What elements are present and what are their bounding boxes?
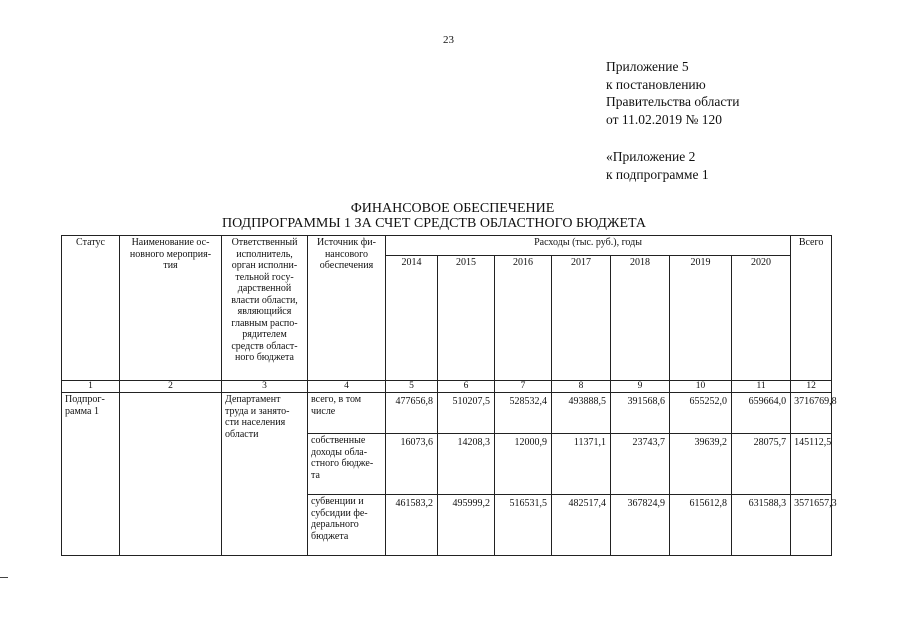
status-cell: Подпрог- рамма 1 [62,393,120,556]
annex2-block [606,148,709,183]
annex-block [606,58,739,128]
annex-line: Правительства области [606,94,740,109]
column-number: 6 [438,381,495,393]
column-number: 5 [386,381,438,393]
total-cell: 145112,5 [791,434,832,495]
source-cell: собственные доходы обла- стного бюдже- та [308,434,386,495]
value-cell: 495999,2 [438,495,495,556]
value-cell: 516531,5 [495,495,552,556]
column-number: 10 [670,381,732,393]
column-number-row [62,381,832,393]
value-cell: 11371,1 [552,434,611,495]
header-expenses: Расходы (тыс. руб.), годы [386,236,791,256]
column-number: 9 [611,381,670,393]
total-cell: 3571657,3 [791,495,832,556]
header-event: Наименование ос- новного мероприя- тия [120,236,222,381]
value-cell: 528532,4 [495,393,552,434]
value-cell: 14208,3 [438,434,495,495]
column-number: 2 [120,381,222,393]
value-cell: 482517,4 [552,495,611,556]
value-cell: 655252,0 [670,393,732,434]
page-number: 23 [443,34,454,46]
column-number: 7 [495,381,552,393]
page-edge-mark [0,577,8,578]
annex-line: Приложение 5 [606,59,689,74]
column-number: 12 [791,381,832,393]
value-cell: 28075,7 [732,434,791,495]
value-cell: 477656,8 [386,393,438,434]
header-year: 2014 [386,256,438,381]
value-cell: 23743,7 [611,434,670,495]
header-year: 2018 [611,256,670,381]
value-cell: 461583,2 [386,495,438,556]
header-total: Всего [791,236,832,381]
annex2-line: «Приложение 2 [606,149,696,164]
header-year: 2020 [732,256,791,381]
total-cell: 3716769,8 [791,393,832,434]
column-number: 8 [552,381,611,393]
annex-line: от 11.02.2019 № 120 [606,111,722,127]
value-cell: 493888,5 [552,393,611,434]
header-year: 2015 [438,256,495,381]
value-cell: 659664,0 [732,393,791,434]
value-cell: 510207,5 [438,393,495,434]
column-number: 4 [308,381,386,393]
value-cell: 391568,6 [611,393,670,434]
table-row [62,393,832,434]
value-cell: 16073,6 [386,434,438,495]
source-cell: всего, в том числе [308,393,386,434]
header-status: Статус [62,236,120,381]
header-executor: Ответственный исполнитель, орган исполни- тельной госу- дарственной власти области, являющийся главным распо- рядителем средств област- ного бюджета [222,236,308,381]
source-cell: субвенции и субсидии фе- дерального бюджета [308,495,386,556]
header-year: 2016 [495,256,552,381]
header-year: 2017 [552,256,611,381]
header-source: Источник фи- нансового обеспечения [308,236,386,381]
column-number: 3 [222,381,308,393]
annex-line: к постановлению [606,76,706,92]
executor-cell: Департамент труда и занято- сти населения области [222,393,308,556]
value-cell: 12000,9 [495,434,552,495]
value-cell: 39639,2 [670,434,732,495]
annex2-line: к подпрограмме 1 [606,166,709,182]
document-title-line2: ПОДПРОГРАММЫ 1 ЗА СЧЕТ СРЕДСТВ ОБЛАСТНОГО БЮДЖЕТА [222,216,646,231]
header-year: 2019 [670,256,732,381]
value-cell: 367824,9 [611,495,670,556]
event-cell [120,393,222,556]
value-cell: 631588,3 [732,495,791,556]
document-title-line1: ФИНАНСОВОЕ ОБЕСПЕЧЕНИЕ [350,201,555,216]
value-cell: 615612,8 [670,495,732,556]
financing-table [61,235,837,556]
column-number: 1 [62,381,120,393]
column-number: 11 [732,381,791,393]
